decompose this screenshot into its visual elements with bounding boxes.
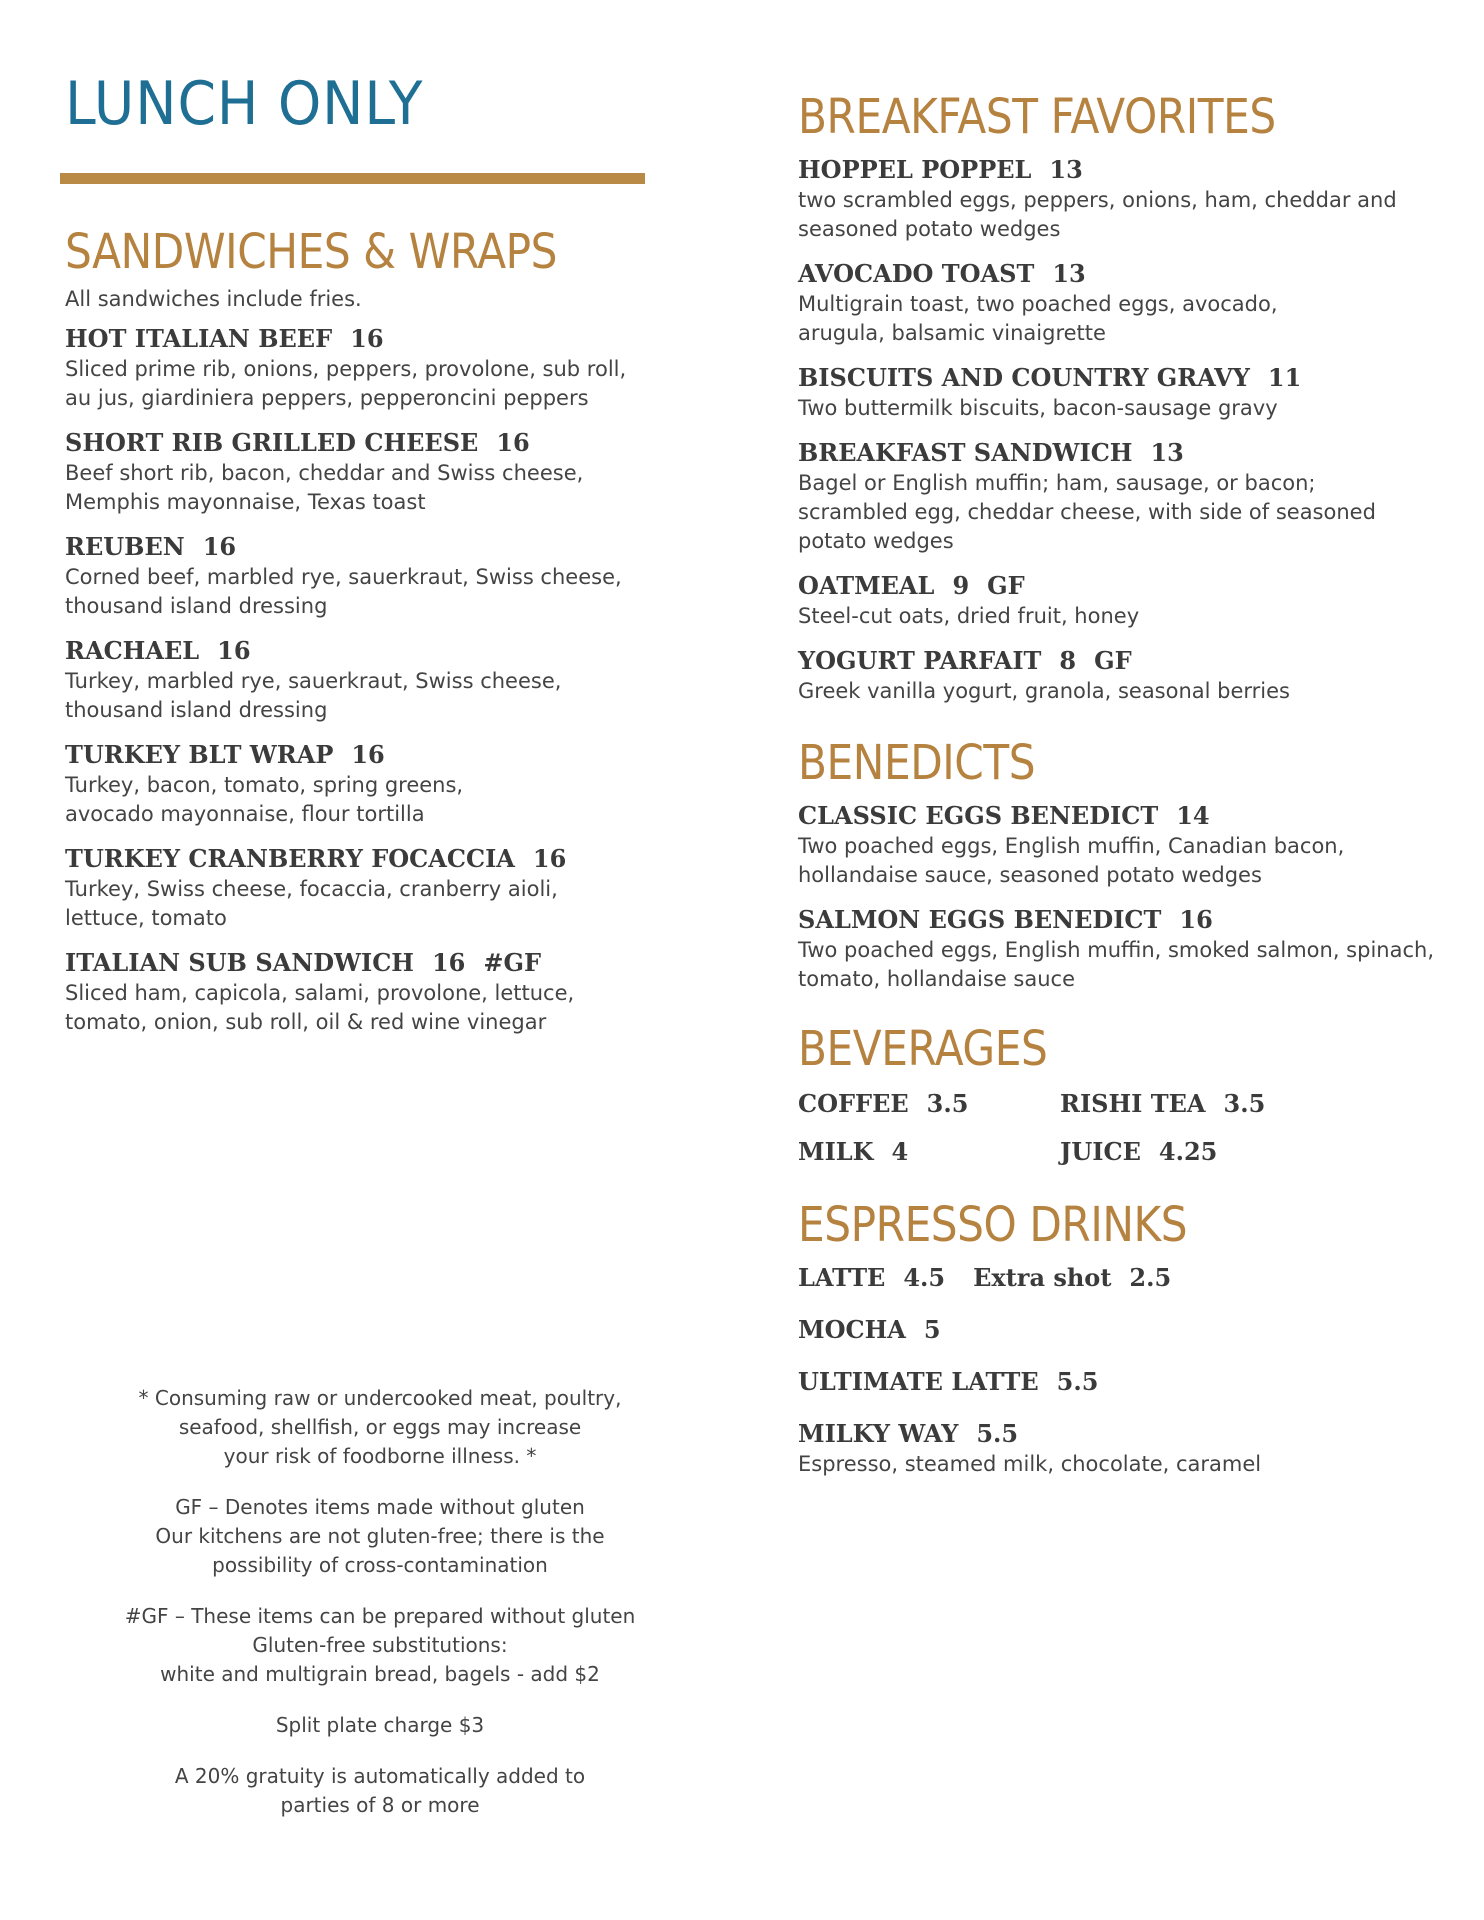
- menu-item-price: 16: [351, 740, 385, 769]
- menu-item-price: 9: [952, 571, 970, 600]
- menu-item-price: 16: [1179, 905, 1213, 934]
- beverage-price: 4: [891, 1137, 909, 1166]
- menu-item-price: 16: [431, 948, 466, 977]
- espresso-item-heading: [798, 1366, 1458, 1398]
- menu-item-heading: [65, 635, 665, 667]
- espresso-name: ULTIMATE LATTE: [798, 1367, 1039, 1396]
- menu-item: [65, 843, 665, 933]
- menu-item: [65, 635, 665, 725]
- menu-item-description: Two buttermilk biscuits, bacon-sausage gravy: [798, 396, 1278, 420]
- espresso-price: 4.5: [903, 1263, 946, 1292]
- menu-item-description: Turkey, bacon, tomato, spring greens,: [65, 773, 464, 797]
- footnote-paragraph: [100, 1384, 660, 1471]
- menu-item-name: ITALIAN SUB SANDWICH: [65, 948, 414, 977]
- menu-item-price: 11: [1267, 363, 1302, 392]
- menu-item-name: BISCUITS AND COUNTRY GRAVY: [798, 363, 1250, 392]
- menu-item: [65, 739, 665, 829]
- beverage-item: [1060, 1088, 1320, 1120]
- espresso-item-heading: [798, 1418, 1458, 1450]
- menu-item-heading: [798, 362, 1458, 394]
- espresso-item: [798, 1262, 1458, 1294]
- menu-item-description: lettuce, tomato: [65, 906, 227, 930]
- beverage-item: [1060, 1136, 1320, 1168]
- espresso-title: ESPRESSO DRINKS: [798, 1197, 1188, 1253]
- benedicts-title: BENEDICTS: [798, 735, 1036, 791]
- menu-item-description: Bagel or English muffin; ham, sausage, or bacon;: [798, 471, 1316, 495]
- menu-item-price: 16: [217, 636, 251, 665]
- menu-item-description: Memphis mayonnaise, Texas toast: [65, 490, 426, 514]
- benedicts-list: [798, 800, 1458, 994]
- breakfast-title: BREAKFAST FAVORITES: [798, 89, 1276, 145]
- menu-item-name: RACHAEL: [65, 636, 200, 665]
- menu-item-tag: GF: [987, 571, 1025, 600]
- menu-item-description: Multigrain toast, two poached eggs, avocado,: [798, 292, 1278, 316]
- menu-item-description: Sliced ham, capicola, salami, provolone, lettuce,: [65, 981, 575, 1005]
- menu-item-description: potato wedges: [798, 529, 954, 553]
- footnote-line: #GF – These items can be prepared without gluten: [124, 1604, 636, 1628]
- footnote-line: * Consuming raw or undercooked meat, poultry,: [138, 1386, 622, 1410]
- beverage-item: [798, 1088, 1060, 1120]
- title-divider: [60, 173, 645, 184]
- menu-item-heading: [65, 531, 665, 563]
- menu-item-description: Beef short rib, bacon, cheddar and Swiss cheese,: [65, 461, 584, 485]
- menu-item-tag: #GF: [483, 948, 542, 977]
- footnote-line: Split plate charge $3: [275, 1713, 485, 1737]
- menu-item: [798, 154, 1458, 244]
- menu-item-name: HOT ITALIAN BEEF: [65, 324, 333, 353]
- sandwiches-note: All sandwiches include fries.: [65, 287, 362, 311]
- menu-item: [65, 427, 665, 517]
- menu-item-description: Two poached eggs, English muffin, smoked salmon, spinach,: [798, 938, 1434, 962]
- menu-item-description: avocado mayonnaise, flour tortilla: [65, 802, 425, 826]
- footnote-line: A 20% gratuity is automatically added to: [174, 1764, 586, 1788]
- footnote-paragraph: [100, 1711, 660, 1740]
- footnotes: [100, 1384, 660, 1842]
- sandwiches-title: SANDWICHES & WRAPS: [65, 224, 558, 280]
- menu-item-name: TURKEY CRANBERRY FOCACCIA: [65, 844, 515, 873]
- menu-item-name: AVOCADO TOAST: [798, 259, 1035, 288]
- menu-item: [65, 531, 665, 621]
- menu-item-tag: GF: [1094, 646, 1132, 675]
- menu-item: [798, 362, 1458, 423]
- menu-item-description: Steel-cut oats, dried fruit, honey: [798, 604, 1140, 628]
- menu-item: [65, 323, 665, 413]
- footnote-line: GF – Denotes items made without gluten: [175, 1495, 585, 1519]
- menu-item-heading: [798, 645, 1458, 677]
- beverage-name: RISHI TEA: [1060, 1089, 1206, 1118]
- espresso-name: LATTE: [798, 1263, 886, 1292]
- menu-item: [798, 570, 1458, 631]
- menu-item-name: SHORT RIB GRILLED CHEESE: [65, 428, 479, 457]
- beverage-name: COFFEE: [798, 1089, 909, 1118]
- beverages-grid: [798, 1088, 1458, 1168]
- menu-item-heading: [65, 947, 665, 979]
- breakfast-list: [798, 154, 1458, 706]
- menu-item-price: 13: [1052, 259, 1086, 288]
- espresso-section: [798, 1196, 1458, 1479]
- menu-item: [65, 947, 665, 1037]
- menu-item-name: TURKEY BLT WRAP: [65, 740, 334, 769]
- menu-item: [798, 437, 1458, 556]
- footnote-line: white and multigrain bread, bagels - add $2: [160, 1662, 600, 1686]
- menu-item-name: BREAKFAST SANDWICH: [798, 438, 1133, 467]
- menu-item-heading: [65, 323, 665, 355]
- espresso-price: 5: [923, 1315, 941, 1344]
- footnote-line: possibility of cross-contamination: [212, 1553, 548, 1577]
- beverage-name: MILK: [798, 1137, 874, 1166]
- menu-item-price: 16: [202, 532, 237, 561]
- beverage-name: JUICE: [1060, 1137, 1141, 1166]
- lunch-header: [65, 62, 655, 146]
- menu-item-description: scrambled egg, cheddar cheese, with side of seasoned: [798, 500, 1376, 524]
- footnote-line: parties of 8 or more: [280, 1793, 480, 1817]
- menu-item-name: OATMEAL: [798, 571, 935, 600]
- espresso-item: [798, 1418, 1458, 1479]
- menu-item-heading: [798, 437, 1458, 469]
- espresso-item-heading: [798, 1262, 1458, 1294]
- menu-item: [798, 645, 1458, 706]
- menu-item-description: hollandaise sauce, seasoned potato wedges: [798, 863, 1262, 887]
- lunch-title: LUNCH ONLY: [65, 69, 424, 139]
- footnote-paragraph: [100, 1602, 660, 1689]
- menu-item-name: SALMON EGGS BENEDICT: [798, 905, 1162, 934]
- menu-item-name: REUBEN: [65, 532, 185, 561]
- espresso-item: [798, 1366, 1458, 1398]
- menu-item-name: HOPPEL POPPEL: [798, 155, 1032, 184]
- menu-item-description: Turkey, marbled rye, sauerkraut, Swiss cheese,: [65, 669, 562, 693]
- menu-item-heading: [798, 258, 1458, 290]
- espresso-list: [798, 1262, 1458, 1479]
- menu-item-description: seasoned potato wedges: [798, 217, 1061, 241]
- menu-item-description: au jus, giardiniera peppers, pepperoncini peppers: [65, 386, 589, 410]
- beverages-title: BEVERAGES: [798, 1021, 1048, 1077]
- menu-item-price: 16: [350, 324, 384, 353]
- menu-item-heading: [65, 739, 665, 771]
- menu-item: [798, 800, 1458, 890]
- menu-item-price: 16: [532, 844, 567, 873]
- menu-item-description: Corned beef, marbled rye, sauerkraut, Swiss cheese,: [65, 565, 622, 589]
- right-column: [798, 88, 1458, 1499]
- menu-item-description: two scrambled eggs, peppers, onions, ham, cheddar and: [798, 188, 1397, 212]
- menu-item-heading: [798, 154, 1458, 186]
- espresso-price: 5.5: [1056, 1367, 1099, 1396]
- breakfast-section: [798, 88, 1458, 706]
- menu-item-price: 16: [496, 428, 530, 457]
- menu-item-heading: [65, 427, 665, 459]
- menu-item-price: 13: [1049, 155, 1083, 184]
- extra-shot-price: 2.5: [1129, 1263, 1172, 1292]
- footnote-line: Our kitchens are not gluten-free; there is the: [155, 1524, 605, 1548]
- menu-item-description: Greek vanilla yogurt, granola, seasonal berries: [798, 679, 1291, 703]
- espresso-price: 5.5: [976, 1419, 1019, 1448]
- menu-item-heading: [65, 843, 665, 875]
- sandwiches-section: [65, 223, 665, 1051]
- espresso-item-heading: [798, 1314, 1458, 1346]
- menu-item: [798, 258, 1458, 348]
- espresso-name: MILKY WAY: [798, 1419, 959, 1448]
- menu-item-name: YOGURT PARFAIT: [798, 646, 1042, 675]
- beverage-price: 3.5: [926, 1089, 969, 1118]
- menu-item-description: tomato, onion, sub roll, oil & red wine vinegar: [65, 1010, 547, 1034]
- footnote-line: seafood, shellfish, or eggs may increase: [178, 1415, 582, 1439]
- menu-item-name: CLASSIC EGGS BENEDICT: [798, 801, 1159, 830]
- footnote-line: your risk of foodborne illness. *: [223, 1444, 537, 1468]
- beverage-price: 4.25: [1158, 1137, 1218, 1166]
- menu-item-description: thousand island dressing: [65, 698, 328, 722]
- menu-item-description: arugula, balsamic vinaigrette: [798, 321, 1106, 345]
- footnote-paragraph: [100, 1493, 660, 1580]
- footnote-line: Gluten-free substitutions:: [252, 1633, 508, 1657]
- menu-item-description: thousand island dressing: [65, 594, 328, 618]
- menu-item-heading: [798, 904, 1458, 936]
- beverage-price: 3.5: [1223, 1089, 1266, 1118]
- menu-item: [798, 904, 1458, 994]
- menu-item-description: Sliced prime rib, onions, peppers, provolone, sub roll,: [65, 357, 627, 381]
- beverage-item: [798, 1136, 1060, 1168]
- benedicts-section: [798, 734, 1458, 994]
- espresso-item: [798, 1314, 1458, 1346]
- sandwiches-list: [65, 323, 665, 1037]
- extra-shot-name: Extra shot: [973, 1263, 1112, 1292]
- menu-item-price: 14: [1176, 801, 1210, 830]
- menu-item-heading: [798, 570, 1458, 602]
- menu-item-description: Turkey, Swiss cheese, focaccia, cranberry aioli,: [65, 877, 558, 901]
- menu-item-price: 8: [1059, 646, 1077, 675]
- menu-item-price: 13: [1150, 438, 1184, 467]
- espresso-name: MOCHA: [798, 1315, 906, 1344]
- espresso-description: Espresso, steamed milk, chocolate, caramel: [798, 1452, 1262, 1476]
- footnote-paragraph: [100, 1762, 660, 1820]
- menu-item-heading: [798, 800, 1458, 832]
- menu-item-description: Two poached eggs, English muffin, Canadian bacon,: [798, 834, 1345, 858]
- beverages-section: [798, 1020, 1458, 1168]
- menu-item-description: tomato, hollandaise sauce: [798, 967, 1075, 991]
